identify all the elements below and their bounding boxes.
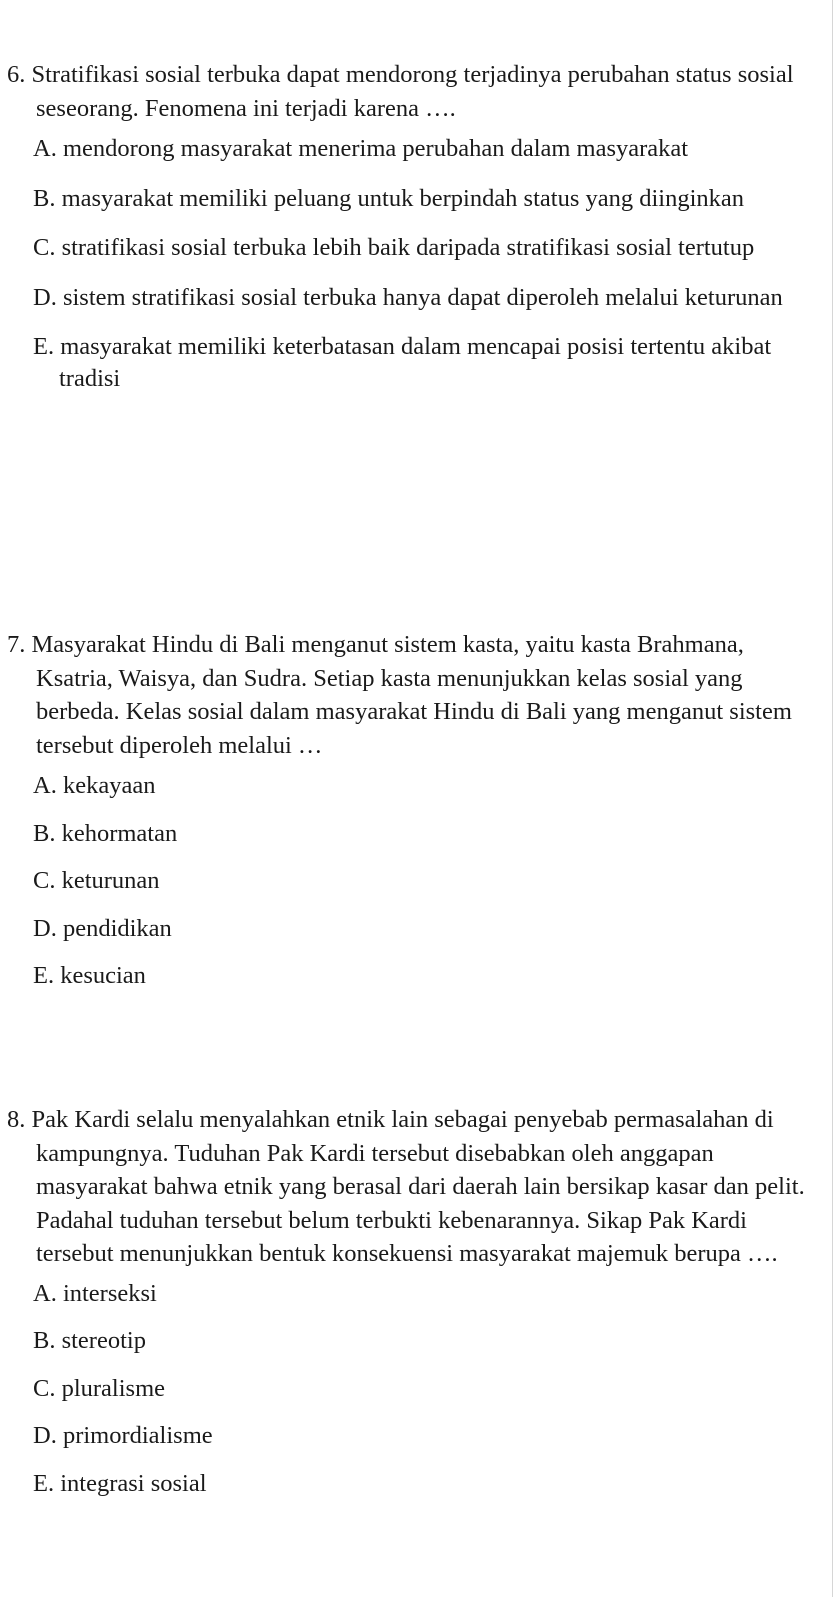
question-7-stem: 7. Masyarakat Hindu di Bali menganut sistem kasta, yaitu kasta Brahmana, Ksatria, Waisya, dan Sudra. Setiap kasta menunjukkan kelas sosial yang berbeda. Kelas sosial dalam masyarakat Hindu di Bali yang menganut sistem tersebut diperoleh melalui … — [7, 631, 792, 759]
page-edge-divider — [832, 0, 833, 1597]
question-6-stem: 6. Stratifikasi sosial terbuka dapat mendorong terjadinya perubahan status sosial seseorang. Fenomena ini terjadi karena …. — [7, 61, 794, 122]
question-6-option-e[interactable]: E. masyarakat memiliki keterbatasan dalam mencapai posisi tertentu akibat tradisi — [33, 333, 772, 392]
question-7-option-d[interactable]: D. pendidikan — [33, 914, 172, 942]
question-7-options — [7, 770, 817, 992]
question-8-option-d[interactable]: D. primordialisme — [33, 1422, 213, 1449]
question-8-stem: 8. Pak Kardi selalu menyalahkan etnik lain sebagai penyebab permasalahan di kampungnya. Tuduhan Pak Kardi tersebut disebabkan oleh anggapan masyarakat bahwa etnik yang berasal dari daerah lain bersikap kasar dan pelit. Padahal tuduhan tersebut belum terbukti kebenarannya. Sikap Pak Kardi tersebut menunjukkan bentuk konsekuensi masyarakat majemuk berupa …. — [7, 1106, 805, 1267]
question-8-option-b[interactable]: B. stereotip — [33, 1327, 146, 1354]
question-8-option-e[interactable]: E. integrasi sosial — [33, 1469, 207, 1497]
question-8 — [7, 1103, 817, 1499]
question-7 — [7, 628, 817, 992]
question-6-option-a[interactable]: A. mendorong masyarakat menerima perubahan dalam masyarakat — [33, 135, 689, 162]
question-6-option-d[interactable]: D. sistem stratifikasi sosial terbuka hanya dapat diperoleh melalui keturunan — [33, 283, 783, 311]
question-8-option-c[interactable]: C. pluralisme — [33, 1374, 166, 1402]
question-8-options — [7, 1278, 817, 1500]
question-7-option-e[interactable]: E. kesucian — [33, 962, 146, 989]
question-6-options — [7, 133, 817, 394]
question-7-option-b[interactable]: B. kehormatan — [33, 819, 178, 847]
question-6-option-c[interactable]: C. stratifikasi sosial terbuka lebih baik daripada stratifikasi sosial tertutup — [33, 234, 755, 261]
question-7-option-c[interactable]: C. keturunan — [33, 867, 160, 894]
question-7-option-a[interactable]: A. kekayaan — [33, 772, 156, 799]
question-8-option-a[interactable]: A. interseksi — [33, 1279, 157, 1307]
question-6 — [7, 58, 817, 394]
question-6-option-b[interactable]: B. masyarakat memiliki peluang untuk berpindah status yang diinginkan — [33, 184, 745, 212]
